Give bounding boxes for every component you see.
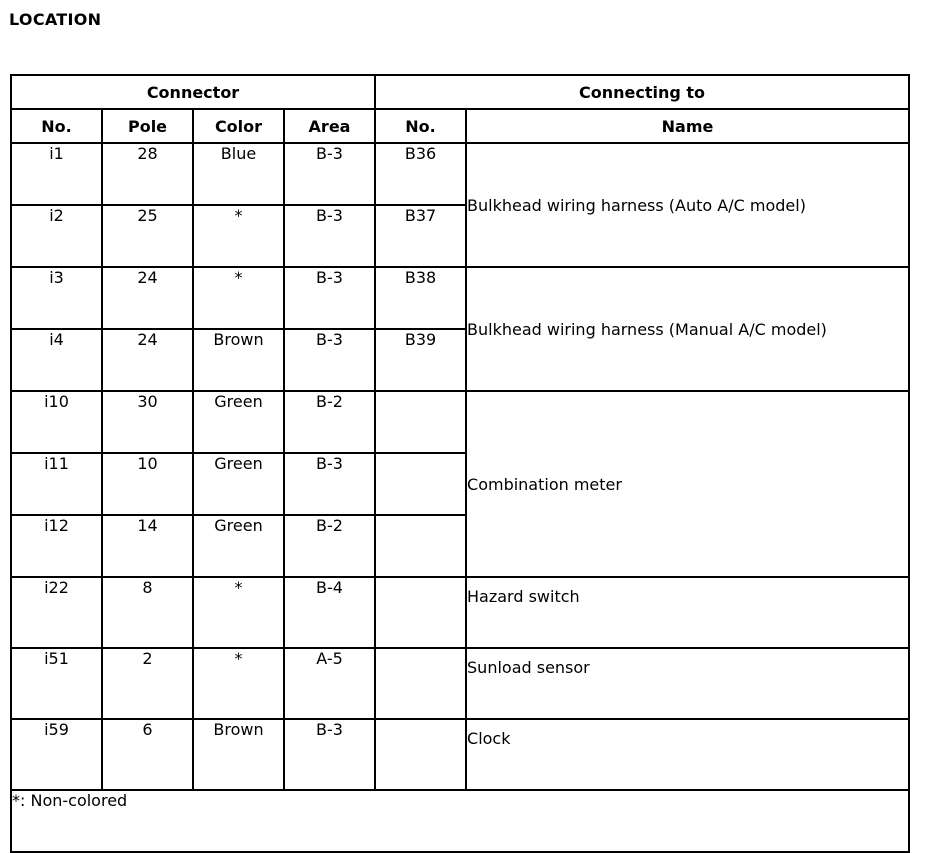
header-row-group — [11, 75, 909, 109]
cell-pole: 8 — [102, 577, 193, 648]
cell-pole: 28 — [102, 143, 193, 205]
cell-no: i2 — [11, 205, 102, 267]
cell-area: B-4 — [284, 577, 375, 648]
table-row — [11, 719, 909, 790]
cell-no: i12 — [11, 515, 102, 577]
cell-color: * — [193, 577, 284, 648]
cell-to-no — [375, 648, 466, 719]
cell-no: i1 — [11, 143, 102, 205]
cell-color: Green — [193, 453, 284, 515]
cell-name: Bulkhead wiring harness (Manual A/C model) — [466, 267, 909, 391]
cell-name: Sunload sensor — [466, 648, 909, 719]
footnote: *: Non-colored — [11, 790, 909, 852]
cell-pole: 2 — [102, 648, 193, 719]
note-row — [11, 790, 909, 852]
col-header-color: Color — [193, 109, 284, 143]
cell-color: Green — [193, 391, 284, 453]
cell-color: * — [193, 648, 284, 719]
cell-pole: 14 — [102, 515, 193, 577]
cell-area: B-3 — [284, 205, 375, 267]
cell-area: B-3 — [284, 329, 375, 391]
cell-name: Hazard switch — [466, 577, 909, 648]
col-header-pole: Pole — [102, 109, 193, 143]
cell-area: B-3 — [284, 719, 375, 790]
cell-no: i3 — [11, 267, 102, 329]
connecting-to-header: Connecting to — [375, 75, 909, 109]
cell-to-no — [375, 453, 466, 515]
cell-name: Clock — [466, 719, 909, 790]
cell-to-no: B39 — [375, 329, 466, 391]
cell-no: i51 — [11, 648, 102, 719]
cell-to-no: B36 — [375, 143, 466, 205]
col-header-no: No. — [11, 109, 102, 143]
cell-color: Brown — [193, 719, 284, 790]
cell-pole: 10 — [102, 453, 193, 515]
cell-area: B-2 — [284, 515, 375, 577]
cell-pole: 24 — [102, 267, 193, 329]
cell-color: * — [193, 267, 284, 329]
cell-color: * — [193, 205, 284, 267]
cell-no: i11 — [11, 453, 102, 515]
cell-name: Bulkhead wiring harness (Auto A/C model) — [466, 143, 909, 267]
cell-pole: 24 — [102, 329, 193, 391]
cell-pole: 30 — [102, 391, 193, 453]
cell-to-no — [375, 391, 466, 453]
cell-pole: 25 — [102, 205, 193, 267]
cell-to-no — [375, 515, 466, 577]
connector-header: Connector — [11, 75, 375, 109]
cell-no: i22 — [11, 577, 102, 648]
cell-name: Combination meter — [466, 391, 909, 577]
location-table — [10, 74, 910, 853]
cell-area: B-2 — [284, 391, 375, 453]
page-title: LOCATION — [9, 10, 102, 29]
table-row — [11, 391, 909, 453]
cell-to-no: B38 — [375, 267, 466, 329]
table-row — [11, 648, 909, 719]
col-header-name: Name — [466, 109, 909, 143]
cell-area: B-3 — [284, 267, 375, 329]
cell-to-no: B37 — [375, 205, 466, 267]
cell-color: Blue — [193, 143, 284, 205]
table-row — [11, 143, 909, 205]
cell-to-no — [375, 577, 466, 648]
cell-color: Green — [193, 515, 284, 577]
cell-area: B-3 — [284, 143, 375, 205]
cell-to-no — [375, 719, 466, 790]
col-header-to-no: No. — [375, 109, 466, 143]
cell-color: Brown — [193, 329, 284, 391]
cell-area: A-5 — [284, 648, 375, 719]
header-row-columns — [11, 109, 909, 143]
cell-pole: 6 — [102, 719, 193, 790]
table-row — [11, 577, 909, 648]
cell-no: i59 — [11, 719, 102, 790]
cell-no: i10 — [11, 391, 102, 453]
cell-area: B-3 — [284, 453, 375, 515]
cell-no: i4 — [11, 329, 102, 391]
table-row — [11, 267, 909, 329]
col-header-area: Area — [284, 109, 375, 143]
